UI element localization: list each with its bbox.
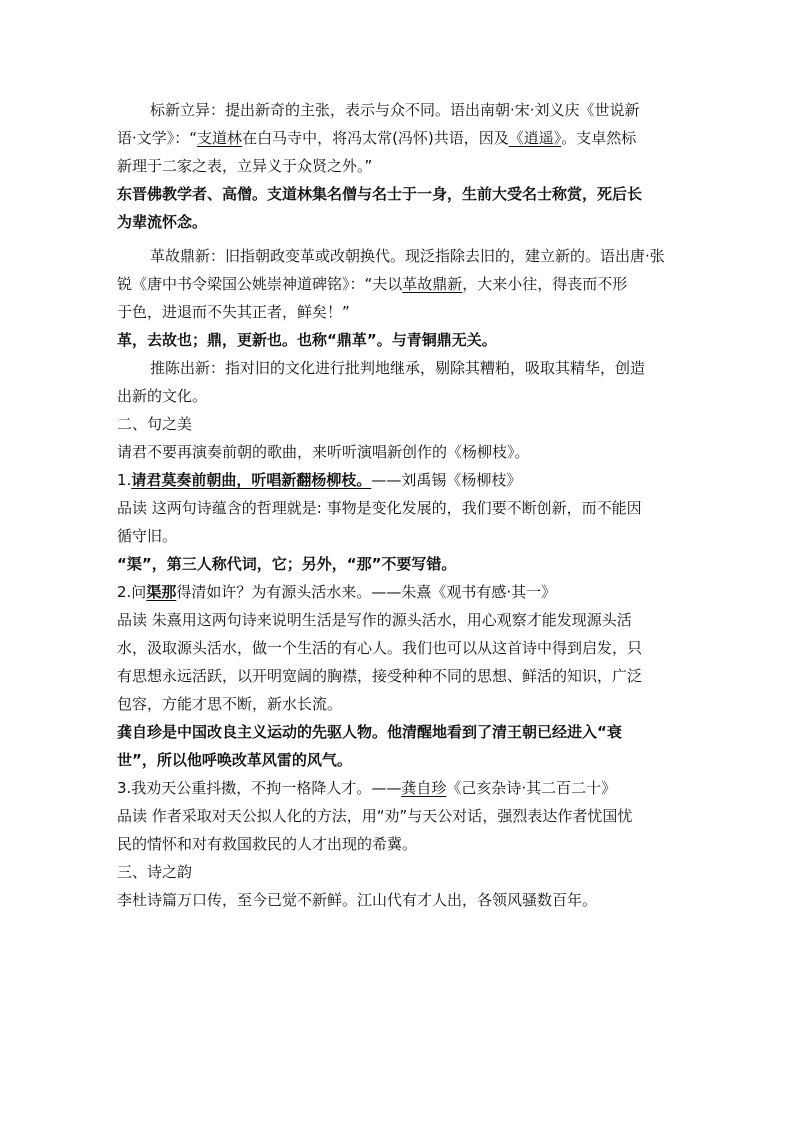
para-tuichenchuxin-line1 xyxy=(117,354,679,382)
poem-line xyxy=(117,886,679,914)
text: 标新立异：提出新奇的主张，表示与众不同。语出南朝·宋·刘义庆《世说新 xyxy=(150,101,640,119)
text: 请君不要再演奏前朝的歌曲，来听听演唱新创作的《杨柳枝》。 xyxy=(117,443,530,461)
para-tuichenchuxin-line2 xyxy=(117,382,679,410)
text: 李杜诗篇万口传，至今已觉不新鲜。江山代有才人出，各领风骚数百年。 xyxy=(117,891,598,909)
text: 出新的文化。 xyxy=(117,387,208,405)
section-heading-3 xyxy=(117,858,679,886)
text: 有思想永远活跃，以开明宽阔的胸襟，接受种种不同的思想、鲜活的知识，广泛 xyxy=(117,667,643,685)
text: ——刘禹锡《杨柳枝》 xyxy=(371,471,522,489)
para-biaoxinliyi-line2 xyxy=(117,124,679,152)
text: 龚自珍是中国改良主义运动的先驱人物。他清醒地看到了清王朝已经进入“衰 xyxy=(117,723,622,741)
text: 二、句之美 xyxy=(117,415,193,433)
text: 革故鼎新：旧指朝政变革或改朝换代。现泛指除去旧的，建立新的。语出唐·张 xyxy=(150,247,665,265)
note-gongzizhen-line2 xyxy=(117,746,679,774)
note-zhidaolin-line2 xyxy=(117,208,679,236)
text: 品读 作者采取对天公拟人化的方法，用“劝”与天公对话，强烈表达作者忧国忧 xyxy=(117,807,633,825)
text: 3.我劝天公重抖擞，不拘一格降人才。—— xyxy=(117,779,402,797)
text: 于色，进退而不失其正者，鲜矣！” xyxy=(117,303,350,321)
text: 语·文学》：“ xyxy=(117,129,198,147)
text: 世”，所以他呼唤改革风雷的风气。 xyxy=(117,751,352,769)
text: 《己亥杂诗·其二百二十》 xyxy=(446,779,617,797)
text: 在白马寺中，将冯太常(冯怀)共语，因及 xyxy=(242,129,509,147)
section-heading-2 xyxy=(117,410,679,438)
text: 2.问 xyxy=(117,583,147,601)
text: 循守旧。 xyxy=(117,527,178,545)
text: 1. xyxy=(117,471,132,489)
text: 革，去故也；鼎，更新也。也称“鼎革”。与青铜鼎无关。 xyxy=(117,331,497,349)
underlined-quote: 请君莫奏前朝曲，听唱新翻杨柳枝。 xyxy=(131,471,372,489)
text: 锐《唐中书令梁国公姚崇神道碑铭》：“夫以 xyxy=(117,275,403,293)
para-gegudingxin-line3 xyxy=(117,298,679,326)
text: 品读 朱熹用这两句诗来说明生活是写作的源头活水，用心观察才能发现源头活 xyxy=(117,611,632,629)
para-biaoxinliyi-line1 xyxy=(117,96,679,124)
text: 民的情怀和对有救国救民的人才出现的希冀。 xyxy=(117,835,418,853)
underlined-term: 渠那 xyxy=(146,583,177,601)
document-body xyxy=(117,96,679,914)
note-gongzizhen-line1 xyxy=(117,718,679,746)
text: 为辈流怀念。 xyxy=(117,213,208,231)
reading-3-line1 xyxy=(117,802,679,830)
note-zhidaolin-line1 xyxy=(117,180,679,208)
quote-3 xyxy=(117,774,679,802)
text: ，大来小往，得丧而不形 xyxy=(462,275,628,293)
para-gegudingxin-line1 xyxy=(117,242,679,270)
reading-3-line2 xyxy=(117,830,679,858)
note-qu xyxy=(117,550,679,578)
text: 品读 这两句诗蕴含的哲理就是: 事物是变化发展的，我们要不断创新，而不能因 xyxy=(117,499,642,517)
quote-1 xyxy=(117,466,679,494)
quote-2 xyxy=(117,578,679,606)
text: “渠”，第三人称代词，它；另外，“那”不要写错。 xyxy=(117,555,457,573)
para-gegudingxin-line2 xyxy=(117,270,679,298)
text: 包容，方能才思不断，新水长流。 xyxy=(117,695,343,713)
para-biaoxinliyi-line3 xyxy=(117,152,679,180)
translation-line xyxy=(117,438,679,466)
note-ding xyxy=(117,326,679,354)
reading-2-line1 xyxy=(117,606,679,634)
underlined-term: 革故鼎新 xyxy=(402,275,463,293)
text: 三、诗之韵 xyxy=(117,863,193,881)
reading-1-line2 xyxy=(117,522,679,550)
text: 水，汲取源头活水，做一个生活的有心人。我们也可以从这首诗中得到启发，只 xyxy=(117,639,643,657)
text: 新理于二家之表，立异义于众贤之外。” xyxy=(117,157,373,175)
reading-1-line1 xyxy=(117,494,679,522)
text: 。支卓然标 xyxy=(561,129,637,147)
reading-2-line2 xyxy=(117,634,679,662)
underlined-term: 支道林 xyxy=(197,129,243,147)
underlined-term: 龚自珍 xyxy=(401,779,447,797)
reading-2-line3 xyxy=(117,662,679,690)
text: 得清如许？为有源头活水来。——朱熹《观书有感·其一》 xyxy=(176,583,557,601)
reading-2-line4 xyxy=(117,690,679,718)
text: 东晋佛教学者、高僧。支道林集名僧与名士于一身，生前大受名士称赏，死后长 xyxy=(117,185,643,203)
text: 推陈出新：指对旧的文化进行批判地继承，剔除其糟粕，吸取其精华，创造 xyxy=(150,359,646,377)
underlined-term: 《逍遥》 xyxy=(508,129,562,147)
